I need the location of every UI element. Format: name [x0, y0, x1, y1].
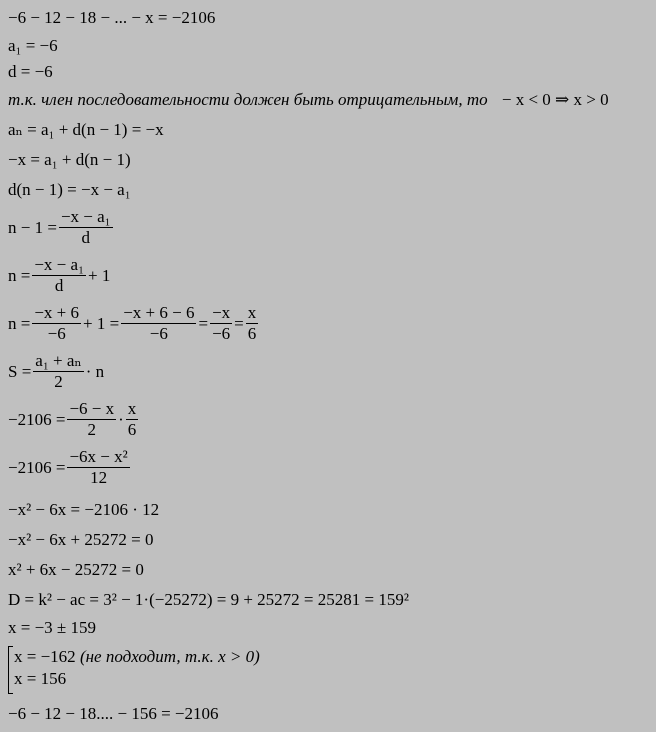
root-2: x = 156: [14, 669, 67, 688]
equation-line-12: [8, 400, 140, 439]
sum-formula: [8, 352, 104, 391]
root-1-value: x = −162: [14, 647, 76, 666]
condition-label: т.к. член последовательности должен быть отрицательным, то: [8, 90, 488, 109]
numerator: x: [247, 303, 257, 322]
fraction: [32, 256, 86, 295]
denominator: 6: [247, 324, 257, 343]
dot: ·: [118, 409, 124, 429]
root-1-note: (не подходит, т.к. x > 0): [79, 647, 260, 666]
lhs: −2106 =: [8, 409, 66, 429]
fraction: [210, 304, 232, 343]
equation-line-9: [8, 256, 110, 295]
numerator: −6x − x²: [69, 447, 128, 466]
equation-line-15: −x² − 6x + 25272 = 0: [8, 530, 154, 549]
lhs: −2106 =: [8, 457, 66, 477]
equals: =: [234, 313, 244, 333]
first-term: a₁ = −6: [8, 36, 58, 55]
discriminant: D = k² − ac = 3² − 1·(−25272) = 9 + 25272 = 25281 = 159²: [8, 590, 409, 609]
equation-line-10: [8, 304, 260, 343]
fraction: [67, 448, 129, 487]
lhs: S =: [8, 361, 32, 381]
equals: =: [198, 313, 209, 333]
mid: + 1 =: [83, 313, 120, 333]
numerator: −x + 6: [34, 303, 80, 322]
numerator: −6 − x: [69, 399, 115, 418]
common-difference: d = −6: [8, 62, 53, 81]
lhs: n − 1 =: [8, 217, 57, 237]
numerator: −x: [212, 303, 231, 322]
numerator: x: [127, 399, 137, 418]
roots-system: [8, 646, 260, 694]
lhs: n =: [8, 265, 31, 285]
denominator: 6: [127, 420, 137, 439]
denominator: d: [54, 276, 64, 295]
denominator: d: [81, 228, 91, 247]
roots: x = −3 ± 159: [8, 618, 97, 637]
fraction: [32, 304, 81, 343]
denominator: −6: [47, 324, 66, 343]
final-check: −6 − 12 − 18.... − 156 = −2106: [8, 704, 219, 723]
denominator: 12: [90, 468, 108, 487]
equation-line-16: x² + 6x − 25272 = 0: [8, 560, 144, 579]
fraction: [126, 400, 139, 439]
denominator: −6: [212, 324, 231, 343]
fraction: [67, 400, 116, 439]
numerator: −x − a₁: [34, 255, 84, 274]
numerator: −x + 6 − 6: [123, 303, 195, 322]
equation-line-14: −x² − 6x = −2106 · 12: [8, 500, 160, 519]
condition-text: [8, 90, 609, 110]
tail: · n: [85, 361, 105, 381]
denominator: 2: [54, 372, 63, 391]
lhs: n =: [8, 313, 31, 333]
equation-series: −6 − 12 − 18 − ... − x = −2106: [8, 8, 216, 27]
equation-line-13: [8, 448, 132, 487]
numerator: −x − a₁: [60, 207, 111, 226]
numerator: a₁ + aₙ: [35, 351, 82, 370]
fraction: [121, 304, 196, 343]
denominator: 2: [87, 420, 97, 439]
equation-line-8: [8, 208, 115, 247]
fraction: [33, 352, 83, 391]
condition-inequality: − x < 0 ⇒ x > 0: [501, 90, 609, 109]
root-1: [14, 646, 260, 668]
nth-term-formula: aₙ = a₁ + d(n − 1) = −x: [8, 120, 164, 139]
tail: + 1: [88, 265, 111, 285]
equation-line-7: d(n − 1) = −x − a₁: [8, 180, 131, 199]
fraction: [59, 208, 113, 247]
fraction: [246, 304, 259, 343]
equation-line-6: −x = a₁ + d(n − 1): [8, 150, 131, 169]
denominator: −6: [149, 324, 168, 343]
